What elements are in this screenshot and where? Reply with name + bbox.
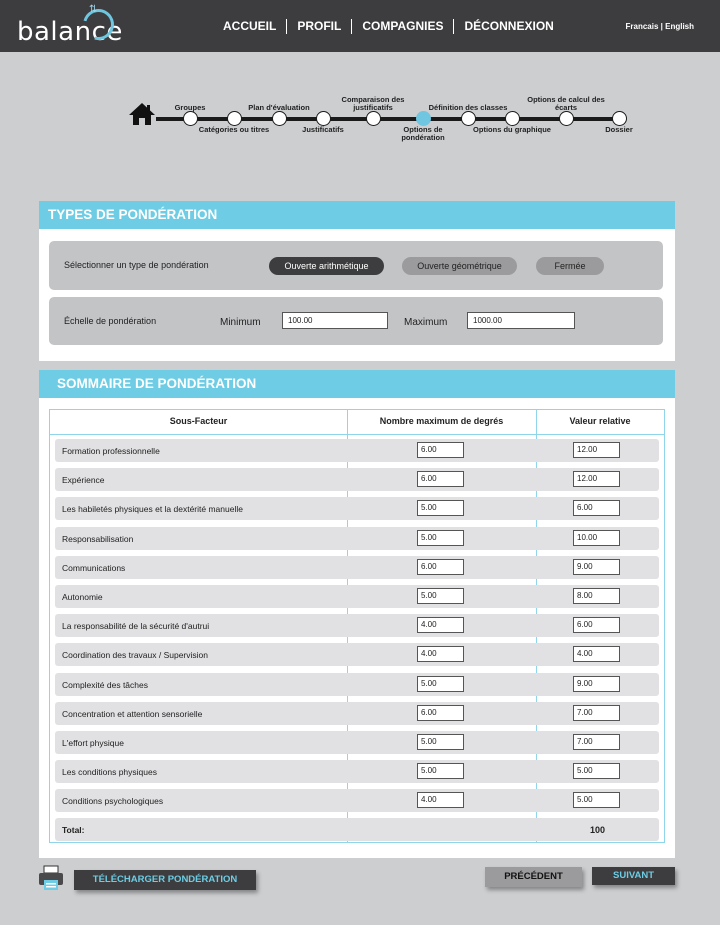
sous-facteur-name: Concentration et attention sensorielle — [62, 708, 203, 719]
step-dot[interactable] — [505, 111, 520, 126]
step-dot[interactable] — [612, 111, 627, 126]
table-row — [55, 527, 659, 550]
degrees-input[interactable]: 6.00 — [417, 705, 464, 721]
relative-value-input[interactable]: 9.00 — [573, 559, 620, 575]
total-value: 100 — [590, 825, 606, 835]
type-select-label: Sélectionner un type de pondération — [64, 260, 209, 270]
step-dot[interactable] — [366, 111, 381, 126]
degrees-input[interactable]: 5.00 — [417, 676, 464, 692]
step-label[interactable]: Catégories ou titres — [198, 125, 270, 134]
step-dot[interactable] — [183, 111, 198, 126]
relative-value-input[interactable]: 9.00 — [573, 676, 620, 692]
degrees-input[interactable]: 5.00 — [417, 500, 464, 516]
step-label[interactable]: Options du graphique — [473, 125, 551, 134]
step-dot[interactable] — [316, 111, 331, 126]
relative-value-input[interactable]: 6.00 — [573, 617, 620, 633]
sous-facteur-name: Conditions psychologiques — [62, 796, 164, 807]
table-row — [55, 439, 659, 462]
header-divider — [50, 434, 664, 435]
relative-value-input[interactable]: 10.00 — [573, 530, 620, 546]
total-row — [55, 818, 659, 841]
type-select-box — [49, 241, 663, 290]
scale-box — [49, 297, 663, 345]
types-panel-title: TYPES DE PONDÉRATION — [39, 201, 675, 229]
sous-facteur-name: Autonomie — [62, 592, 103, 602]
step-label[interactable]: Définition des classes — [428, 103, 508, 112]
relative-value-input[interactable]: 12.00 — [573, 471, 620, 487]
scale-label: Échelle de pondération — [64, 316, 157, 326]
step-dot[interactable] — [559, 111, 574, 126]
step-label[interactable]: Plan d'évaluation — [248, 103, 310, 112]
relative-value-input[interactable]: 8.00 — [573, 588, 620, 604]
next-button[interactable]: SUIVANT — [592, 867, 675, 885]
degrees-input[interactable]: 5.00 — [417, 763, 464, 779]
step-label[interactable]: Options de calcul des écarts — [527, 95, 605, 112]
step-dot[interactable] — [461, 111, 476, 126]
table-row — [55, 497, 659, 520]
option-ouverte-arithmetique[interactable]: Ouverte arithmétique — [269, 257, 384, 275]
sous-facteur-name: Responsabilisation — [62, 533, 134, 544]
sous-facteur-name: La responsabilité de la sécurité d'autrui — [62, 621, 210, 632]
table-row — [55, 731, 659, 754]
relative-value-input[interactable]: 7.00 — [573, 705, 620, 721]
nav-compagnies[interactable]: COMPAGNIES — [352, 19, 454, 34]
table-row — [55, 556, 659, 579]
summary-table — [49, 409, 665, 843]
table-row — [55, 702, 659, 725]
main-nav — [213, 19, 564, 34]
degrees-input[interactable]: 4.00 — [417, 646, 464, 662]
table-row — [55, 789, 659, 812]
step-dot[interactable] — [416, 111, 431, 126]
stepper-track — [156, 117, 621, 121]
logo-text: balance — [17, 17, 123, 47]
relative-value-input[interactable]: 12.00 — [573, 442, 620, 458]
relative-value-input[interactable]: 5.00 — [573, 792, 620, 808]
degrees-input[interactable]: 6.00 — [417, 559, 464, 575]
degrees-input[interactable]: 5.00 — [417, 530, 464, 546]
balance-logo[interactable] — [17, 4, 123, 48]
sous-facteur-name: Les conditions physiques — [62, 767, 157, 778]
column-header-value: Valeur relative — [569, 416, 631, 426]
table-row — [55, 673, 659, 696]
relative-value-input[interactable]: 5.00 — [573, 763, 620, 779]
step-dot[interactable] — [227, 111, 242, 126]
nav-accueil[interactable]: ACCUEIL — [213, 19, 287, 34]
relative-value-input[interactable]: 4.00 — [573, 646, 620, 662]
minimum-label: Minimum — [220, 317, 261, 328]
column-header-sous-facteur: Sous-Facteur — [169, 416, 228, 426]
step-label[interactable]: Dossier — [605, 125, 633, 134]
step-label[interactable]: Comparaison des justificatifs — [341, 95, 405, 112]
option-fermee[interactable]: Fermée — [536, 257, 604, 275]
sous-facteur-name: Les habiletés physiques et la dextérité manuelle — [62, 504, 243, 515]
sous-facteur-name: Expérience — [62, 475, 105, 486]
minimum-input[interactable]: 100.00 — [282, 312, 388, 329]
table-row — [55, 614, 659, 637]
table-row — [55, 585, 659, 608]
summary-panel-title: SOMMAIRE DE PONDÉRATION — [39, 370, 675, 398]
sous-facteur-name: Formation professionnelle — [62, 446, 160, 456]
degrees-input[interactable]: 6.00 — [417, 442, 464, 458]
printer-icon[interactable] — [38, 865, 64, 891]
table-row — [55, 643, 659, 666]
sous-facteur-name: Coordination des travaux / Supervision — [62, 650, 208, 661]
progress-stepper — [126, 90, 646, 150]
nav-deconnexion[interactable]: DÉCONNEXION — [464, 19, 554, 33]
step-label[interactable]: Groupes — [174, 103, 206, 112]
option-ouverte-geometrique[interactable]: Ouverte géométrique — [402, 257, 517, 275]
degrees-input[interactable]: 5.00 — [417, 588, 464, 604]
degrees-input[interactable]: 5.00 — [417, 734, 464, 750]
nav-profil[interactable]: PROFIL — [287, 19, 352, 34]
maximum-label: Maximum — [404, 317, 448, 328]
sous-facteur-name: L'effort physique — [62, 738, 124, 748]
step-dot[interactable] — [272, 111, 287, 126]
step-label[interactable]: Options de pondération — [401, 125, 445, 142]
table-row — [55, 760, 659, 783]
maximum-input[interactable]: 1000.00 — [467, 312, 575, 329]
top-bar — [0, 0, 720, 52]
previous-button[interactable]: PRÉCÉDENT — [485, 867, 582, 887]
relative-value-input[interactable]: 6.00 — [573, 500, 620, 516]
step-label[interactable]: Justificatifs — [302, 125, 344, 134]
degrees-input[interactable]: 4.00 — [417, 617, 464, 633]
sous-facteur-name: Complexité des tâches — [62, 679, 148, 690]
total-label: Total: — [62, 825, 85, 835]
download-ponderation-button[interactable]: TÉLÉCHARGER PONDÉRATION — [74, 870, 256, 890]
sous-facteur-name: Communications — [62, 562, 126, 573]
logo-arrows-icon: ⇅ — [89, 4, 97, 15]
relative-value-input[interactable]: 7.00 — [573, 734, 620, 750]
degrees-input[interactable]: 4.00 — [417, 792, 464, 808]
degrees-input[interactable]: 6.00 — [417, 471, 464, 487]
column-header-degrees: Nombre maximum de degrés — [379, 416, 504, 426]
language-switch[interactable]: Francais | English — [625, 22, 694, 31]
table-row — [55, 468, 659, 491]
types-panel — [39, 201, 675, 361]
